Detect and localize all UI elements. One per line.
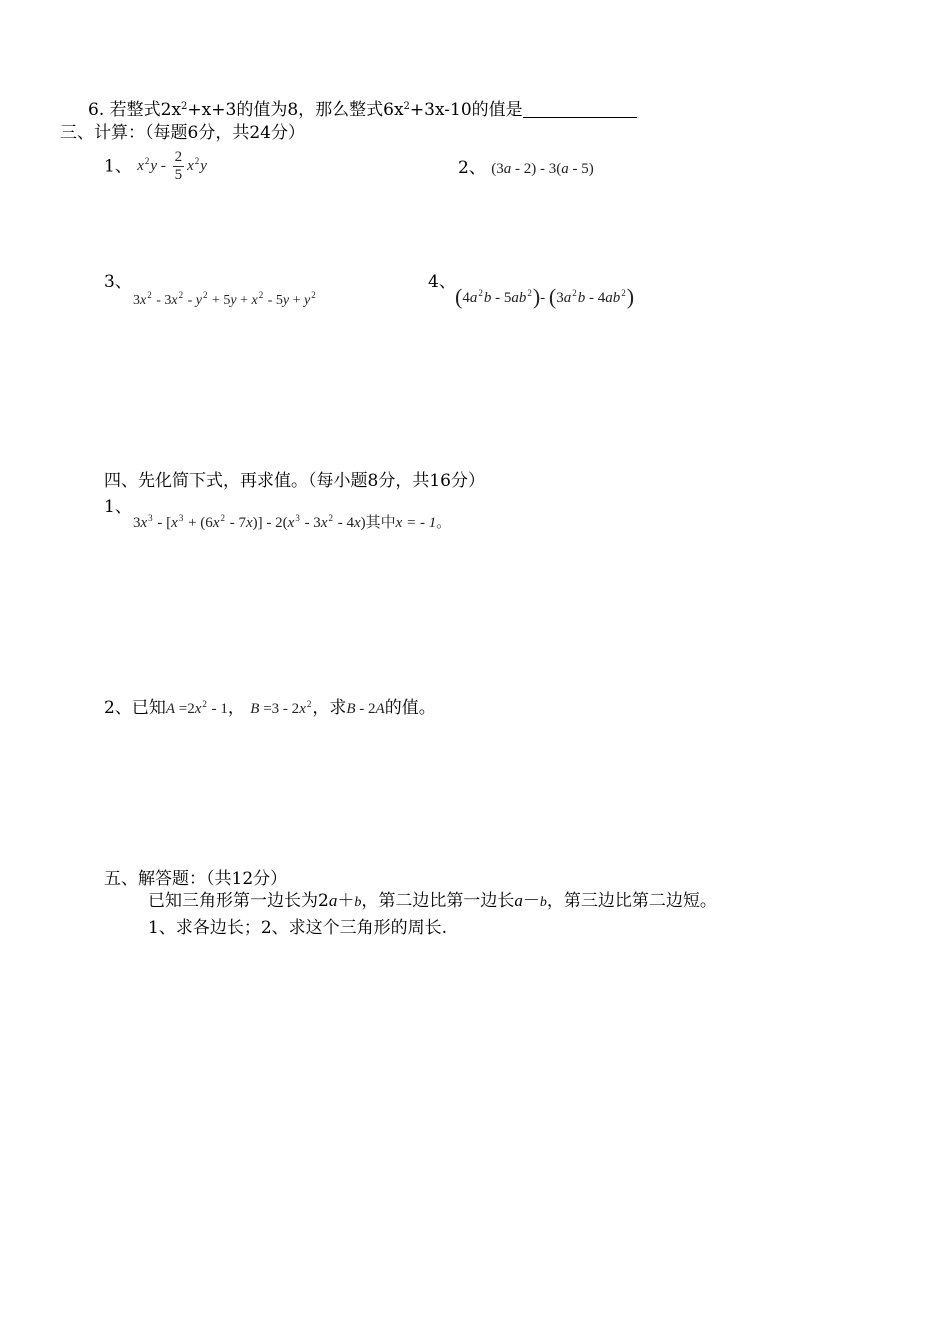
problem-label: 1、	[104, 156, 132, 177]
condition-value: x = - 1	[395, 515, 437, 531]
target-expression: B - 2A	[346, 701, 385, 717]
exponent: 2	[403, 101, 410, 112]
exponent: 2	[181, 101, 188, 112]
section-4-problem-1-label: 1、	[104, 497, 132, 517]
statement-part-2: ，第二边比第一边长	[361, 891, 515, 911]
end-text: 的值。	[384, 698, 436, 718]
question-6-text-b: +x+3的值为8，那么整式6x	[187, 100, 404, 120]
plus-sign: ＋	[337, 891, 355, 911]
section-4-heading: 四、先化简下式，再求值。（每小题8分，共16分）	[104, 471, 485, 491]
question-6	[88, 96, 637, 121]
period: 。	[436, 515, 452, 531]
section-4-problem-2	[104, 693, 436, 720]
problem-label: 3、	[104, 272, 132, 292]
comma: ，	[227, 698, 245, 718]
var-b: b	[354, 895, 362, 910]
question-6-number: 6.	[88, 100, 105, 120]
question-6-text-a: 若整式2x	[109, 100, 182, 120]
statement-part-1: 已知三角形第一边长为2	[148, 891, 329, 911]
var-a: a	[514, 891, 523, 910]
answer-blank[interactable]	[523, 99, 637, 118]
question-6-text-c: +3x-10的值是	[409, 100, 523, 120]
definition-b: $B =3 - 2x^2$	[250, 699, 312, 717]
var-a: a	[328, 891, 338, 910]
problem-1-expression: $x^2y$ - $\frac{2}{5}$ $x^2y$	[137, 149, 207, 183]
section-3-heading: 三、计算：（每题6分，共24分）	[60, 123, 305, 143]
section-4-problem-1-expression: $3x^3 - [x^3 + (6x^2 - 7x)] - 2(x^3 - 3x^2 - 4x)$其中x = - 1。	[133, 513, 452, 531]
section-5-statement	[148, 890, 717, 914]
section-5-tasks: 1、求各边长；2、求这个三角形的周长.	[148, 918, 448, 938]
section-3-problem-4	[428, 271, 456, 293]
definition-a: $A =2x^2 - 1$	[165, 699, 228, 717]
section-3-problem-1	[104, 149, 207, 184]
statement-part-3: ，第三边比第二边短。	[546, 891, 717, 911]
problem-label: 4、	[428, 272, 456, 292]
problem-2-intro: 2、已知	[104, 698, 166, 718]
section-3-problem-3	[104, 271, 132, 293]
var-b: b	[539, 895, 547, 910]
fraction-two-fifths: $\frac{2}{5}$	[174, 149, 183, 183]
problem-3-expression: $3x^2 - 3x^2 - y^2 + 5y + x^2 - 5y + y^2$	[133, 290, 316, 308]
condition-word: 其中	[365, 513, 396, 531]
section-5-heading: 五、解答题：（共12分）	[104, 869, 288, 889]
minus-sign: －	[522, 891, 540, 911]
ask-text: ，求	[312, 698, 347, 718]
problem-2-expression: (3a - 2) - 3(a - 5)	[491, 161, 594, 177]
problem-label: 2、	[458, 158, 486, 178]
problem-4-expression: $(4a^2b - 5ab^2)-$ $(3a^2b - 4ab^2)$	[455, 284, 635, 309]
section-3-problem-2	[458, 157, 594, 180]
